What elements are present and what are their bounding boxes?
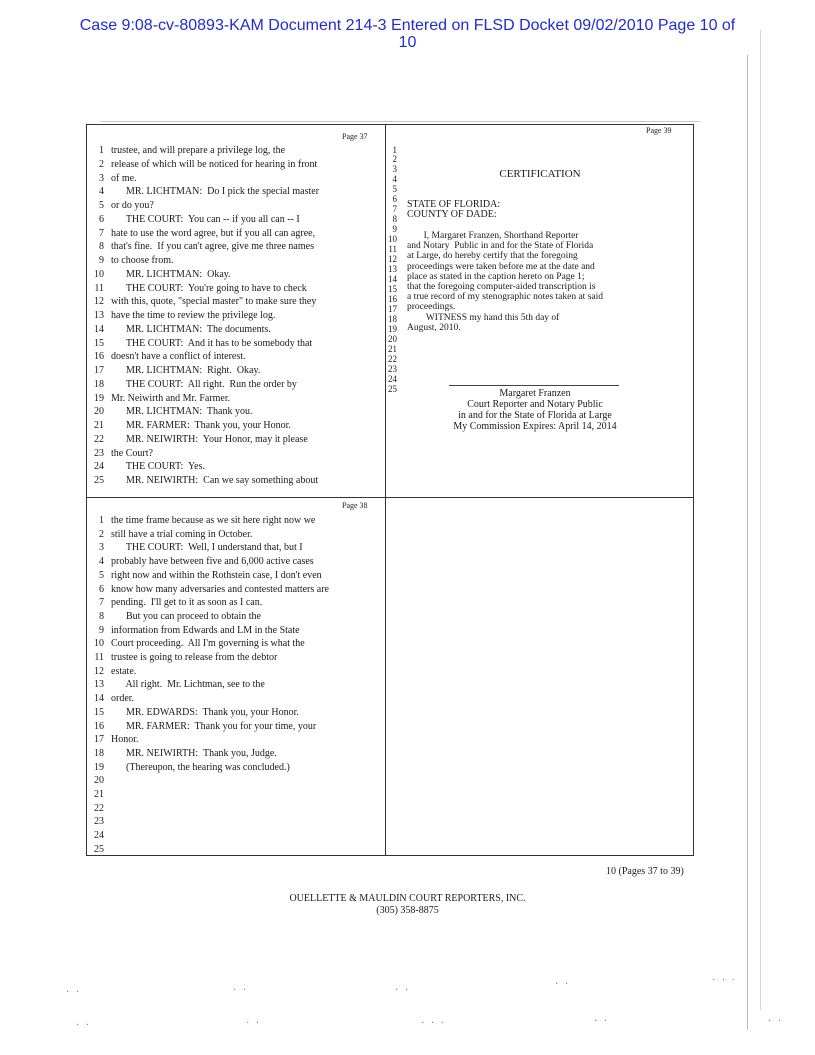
line-number: 10	[388, 234, 397, 244]
line-number: 19	[94, 761, 104, 773]
certification-line: and Notary Public in and for the State of Florida	[407, 241, 594, 252]
line-number: 13	[94, 310, 104, 321]
certification-line: I, Margaret Franzen, Shorthand Reporter	[407, 231, 579, 241]
transcript-line: MR. NEIWIRTH: Can we say something about	[111, 475, 319, 486]
line-number: 9	[99, 624, 104, 636]
line-number: 19	[388, 324, 397, 334]
line-number: 17	[388, 304, 397, 314]
transcript-line: of me.	[111, 172, 137, 184]
transcript-line: estate.	[111, 665, 137, 677]
scan-edge-line	[100, 121, 700, 122]
line-number: 22	[94, 802, 104, 814]
line-number: 6	[99, 583, 104, 595]
line-number: 4	[392, 174, 397, 184]
line-number: 12	[94, 296, 104, 308]
transcript-line: THE COURT: Well, I understand that, but I	[111, 542, 303, 554]
scan-speckle: · · ·	[421, 1018, 446, 1029]
commission-expiry: My Commission Expires: April 14, 2014	[453, 421, 617, 432]
certification-line: place as stated in the caption hereto on Page 1;	[407, 271, 585, 282]
line-number: 15	[94, 337, 104, 349]
transcript-line: Honor.	[111, 734, 139, 746]
line-number: 1	[392, 145, 397, 155]
line-number: 20	[94, 775, 104, 787]
line-number: 2	[392, 154, 397, 164]
transcript-line: information from Edwards and LM in the State	[111, 624, 300, 636]
line-number: 2	[99, 528, 104, 540]
line-number: 25	[94, 475, 104, 486]
line-number: 14	[94, 323, 104, 335]
line-number: 3	[99, 542, 104, 554]
transcript-line: MR. LICHTMAN: Thank you.	[111, 406, 253, 418]
line-number: 6	[99, 213, 104, 225]
transcript-line: probably have between five and 6,000 active cases	[111, 556, 314, 568]
page-range: 10 (Pages 37 to 39)	[606, 866, 684, 877]
transcript-line: MR. LICHTMAN: Do I pick the special master	[111, 186, 320, 198]
certification-line: proceedings.	[407, 302, 456, 313]
line-number: 1	[99, 145, 104, 156]
venue-county: COUNTY OF DADE:	[407, 209, 497, 220]
transcript-line: MR. LICHTMAN: Right. Okay.	[111, 365, 261, 376]
signature-name: Margaret Franzen	[499, 388, 571, 399]
certification-line: WITNESS my hand this 5th day of	[407, 312, 560, 323]
line-number: 4	[99, 186, 104, 198]
signature-line	[449, 385, 619, 386]
line-number: 10	[94, 638, 104, 650]
transcript-line: trustee is going to release from the debtor	[111, 652, 278, 663]
line-number: 25	[94, 843, 104, 855]
transcript-line: MR. NEIWIRTH: Your Honor, may it please	[111, 433, 308, 445]
reporter-company: OUELLETTE & MAULDIN COURT REPORTERS, INC.	[289, 893, 526, 904]
transcript-line: that's fine. If you can't agree, give me three names	[111, 241, 314, 253]
line-number: 25	[388, 384, 397, 394]
transcript-line: to choose from.	[111, 255, 174, 266]
line-number: 14	[388, 274, 397, 284]
transcript-line: MR. EDWARDS: Thank you, your Honor.	[111, 706, 299, 718]
transcript-line: release of which will be noticed for hearing in front	[111, 158, 318, 170]
transcript-line: still have a trial coming in October.	[111, 528, 253, 540]
line-number: 24	[94, 830, 104, 842]
line-number: 1	[99, 515, 104, 526]
line-number: 22	[388, 354, 397, 364]
reporter-phone: (305) 358-8875	[376, 905, 439, 916]
line-number: 12	[94, 665, 104, 677]
line-number: 23	[94, 816, 104, 828]
line-number: 14	[94, 693, 104, 705]
scan-speckle: · ·	[233, 985, 249, 996]
signature-jurisdiction: in and for the State of Florida at Large	[458, 410, 612, 421]
line-number: 12	[388, 254, 397, 264]
scan-speckle: · ·	[76, 1020, 92, 1031]
line-number: 15	[388, 284, 397, 294]
transcript-line: right now and within the Rothstein case, I don't even	[111, 569, 322, 581]
line-number: 5	[99, 569, 104, 581]
line-number: 2	[99, 158, 104, 170]
line-number: 8	[99, 241, 104, 253]
line-number: 10	[94, 268, 104, 280]
transcript-line: the Court?	[111, 447, 153, 459]
certification-line: that the foregoing computer-aided transcription is	[407, 282, 596, 292]
line-number: 13	[94, 679, 104, 691]
line-number: 11	[388, 244, 397, 254]
line-number: 3	[99, 172, 104, 184]
line-number: 17	[94, 365, 104, 376]
page-38-label: Page 38	[342, 501, 368, 510]
line-number: 17	[94, 734, 104, 746]
docket-header	[0, 17, 815, 51]
line-number: 21	[94, 420, 104, 431]
scan-edge-line	[760, 30, 761, 1010]
line-number: 21	[388, 344, 397, 354]
line-number: 18	[94, 747, 104, 759]
scan-speckle: · ·	[594, 1016, 610, 1027]
transcript-line: trustee, and will prepare a privilege log, the	[111, 145, 286, 156]
line-number: 22	[94, 433, 104, 445]
line-number: 24	[94, 461, 104, 473]
line-number: 23	[94, 447, 104, 459]
line-number: 5	[392, 184, 397, 194]
transcript-line: doesn't have a conflict of interest.	[111, 351, 246, 363]
transcript-line: order.	[111, 693, 135, 705]
venue-state: STATE OF FLORIDA:	[407, 199, 501, 210]
line-number: 8	[392, 214, 397, 224]
line-number: 3	[392, 164, 397, 174]
line-number: 11	[94, 652, 104, 663]
transcript-line: THE COURT: You're going to have to check	[111, 282, 307, 294]
certification-line: at Large, do hereby certify that the foregoing	[407, 251, 578, 262]
certification-line: proceedings were taken before me at the date and	[407, 261, 595, 272]
line-number: 7	[99, 227, 104, 239]
transcript-line: THE COURT: And it has to be somebody that	[111, 337, 313, 349]
transcript-line: But you can proceed to obtain the	[111, 610, 261, 622]
line-number: 7	[99, 597, 104, 609]
docket-header-line2: 10	[398, 34, 417, 51]
scan-speckle: · · ·	[712, 975, 737, 986]
certification-title: CERTIFICATION	[499, 168, 581, 180]
line-number: 19	[94, 392, 104, 404]
scan-speckle: · ·	[555, 979, 571, 990]
transcript-line: MR. FARMER: Thank you for your time, your	[111, 720, 317, 732]
line-number: 16	[94, 351, 104, 363]
docket-header-line1: Case 9:08-cv-80893-KAM Document 214-3 Entered on FLSD Docket 09/02/2010 Page 10 of	[79, 17, 736, 34]
transcript-line: THE COURT: Yes.	[111, 461, 206, 473]
transcript-line: MR. LICHTMAN: Okay.	[111, 268, 231, 280]
scan-speckle: · ·	[395, 985, 411, 996]
transcript-line: with this, quote, "special master" to make sure they	[111, 296, 317, 308]
scan-edge-line	[747, 55, 748, 1030]
line-number: 21	[94, 789, 104, 800]
line-number: 16	[94, 720, 104, 732]
line-number: 18	[94, 378, 104, 390]
signature-title: Court Reporter and Notary Public	[467, 399, 603, 410]
line-number: 20	[94, 406, 104, 418]
line-number: 16	[388, 294, 397, 304]
transcript-line: pending. I'll get to it as soon as I can.	[111, 597, 263, 609]
transcript-line: THE COURT: You can -- if you all can -- I	[111, 213, 300, 225]
transcript-line: MR. LICHTMAN: The documents.	[111, 323, 271, 335]
line-number: 9	[392, 224, 397, 234]
scan-speckle: · ·	[768, 1016, 784, 1027]
certification-line: August, 2010.	[407, 322, 461, 333]
line-number: 24	[388, 374, 397, 384]
scan-speckle: · ·	[246, 1018, 262, 1029]
transcript-line: (Thereupon, the hearing was concluded.)	[111, 761, 290, 773]
line-number: 11	[94, 282, 104, 294]
horizontal-divider	[86, 497, 694, 498]
transcript-line: know how many adversaries and contested matters are	[111, 583, 329, 595]
line-number: 4	[99, 556, 104, 568]
line-number: 23	[388, 364, 397, 374]
transcript-line: THE COURT: All right. Run the order by	[111, 378, 297, 390]
transcript-line: MR. NEIWIRTH: Thank you, Judge.	[111, 747, 277, 759]
transcript-line: have the time to review the privilege log.	[111, 310, 276, 321]
transcript-line: Mr. Neiwirth and Mr. Farmer.	[111, 392, 231, 404]
line-number: 8	[99, 610, 104, 622]
line-number: 6	[392, 194, 397, 204]
transcript-line: MR. FARMER: Thank you, your Honor.	[111, 420, 291, 431]
page-37-label: Page 37	[342, 132, 368, 141]
transcript-line: the time frame because as we sit here right now we	[111, 515, 316, 526]
page-39-label: Page 39	[646, 126, 672, 135]
transcript-line: or do you?	[111, 200, 154, 211]
transcript-line: All right. Mr. Lichtman, see to the	[111, 679, 265, 691]
line-number: 9	[99, 255, 104, 266]
transcript-line: hate to use the word agree, but if you all can agree,	[111, 227, 316, 239]
line-number: 13	[388, 264, 397, 274]
transcript-line: Court proceeding. All I'm governing is what the	[111, 638, 305, 650]
certification-line: a true record of my stenographic notes taken at said	[407, 292, 603, 303]
line-number: 20	[388, 334, 397, 344]
line-number: 18	[388, 314, 397, 324]
line-number: 15	[94, 706, 104, 718]
line-number: 7	[392, 204, 397, 214]
scan-speckle: · ·	[66, 987, 82, 998]
line-number: 5	[99, 200, 104, 211]
